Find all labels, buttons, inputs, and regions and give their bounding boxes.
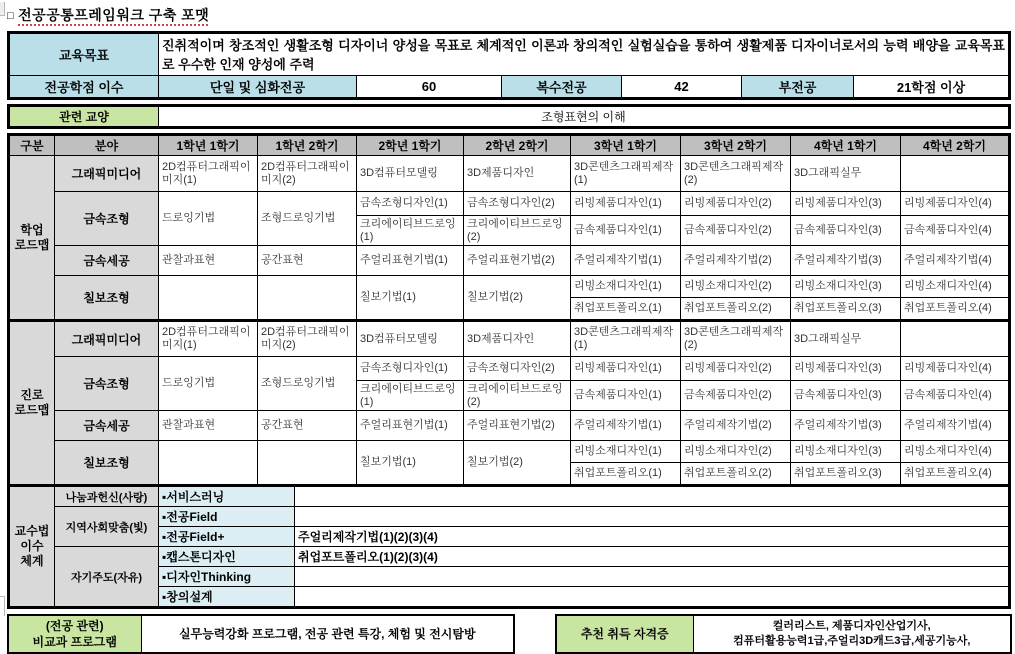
course-cell: 리빙제품디자인(4) (901, 357, 1010, 381)
header-bunya: 분야 (55, 135, 159, 156)
field-cell-metal-craft: 금속세공 (55, 246, 159, 276)
course-cell: 주얼리제작기법(4) (901, 246, 1010, 276)
course-cell: 주얼리제작기법(1) (571, 411, 681, 441)
course-cell: 2D컴퓨터그래픽이미지(2) (258, 321, 357, 357)
course-cell: 리빙제품디자인(3) (791, 357, 901, 381)
goal-text: 진취적이며 창조적인 생활조형 디자이너 양성을 목표로 체계적인 이론과 창의적인 실험실습을 통하여 생활제품 디자이너로서의 능력 배양을 교육목표로 우수한 인재 양성에 주력 (159, 33, 1010, 76)
course-cell: 금속조형디자인(1) (357, 357, 464, 381)
course-cell: 칠보기법(2) (464, 441, 571, 486)
document-page (7, 3, 1008, 654)
course-cell: 칠보기법(2) (464, 276, 571, 321)
course-cell: 리빙소재디자인(2) (681, 441, 791, 463)
course-cell: 2D컴퓨터그래픽이미지(1) (159, 321, 258, 357)
course-cell (258, 276, 357, 321)
course-cell: 리빙소재디자인(3) (791, 441, 901, 463)
page-edge-mark-top (0, 2, 5, 16)
section-label-academic: 학업 로드맵 (9, 156, 55, 321)
field-cell-enamel: 칠보조형 (55, 276, 159, 321)
course-cell: 금속제품디자인(1) (571, 216, 681, 246)
course-cell: 금속제품디자인(3) (791, 216, 901, 246)
course-cell: 리빙소재디자인(3) (791, 276, 901, 298)
pedagogy-group-community: 지역사회맞춤(빛) (55, 507, 159, 547)
course-cell (258, 441, 357, 486)
course-cell: 칠보기법(1) (357, 441, 464, 486)
course-cell: 취업포트폴리오(1) (571, 298, 681, 321)
header-sem-4-1: 4학년 1학기 (791, 135, 901, 156)
course-cell: 리빙소재디자인(2) (681, 276, 791, 298)
roadmap-table (7, 133, 1011, 609)
course-cell: 3D콘텐츠그래픽제작(2) (681, 321, 791, 357)
course-cell: 2D컴퓨터그래픽이미지(1) (159, 156, 258, 192)
course-cell: 3D콘텐츠그래픽제작(1) (571, 321, 681, 357)
credits-minor-label: 부전공 (742, 76, 854, 99)
header-sem-2-2: 2학년 2학기 (464, 135, 571, 156)
certificates-label: 추천 취득 자격증 (556, 615, 693, 653)
pedagogy-group-sharing: 나눔과헌신(사랑) (55, 486, 159, 507)
credits-label: 전공학점 이수 (9, 76, 159, 99)
square-bullet-icon: □ (7, 10, 15, 22)
course-cell: 취업포트폴리오(1) (571, 463, 681, 486)
course-cell: 관찰과표현 (159, 246, 258, 276)
page-edge-mark-bottom (0, 596, 5, 616)
extracurricular-value: 실무능력강화 프로그램, 전공 관련 특강, 체험 및 전시탐방 (141, 615, 514, 653)
course-cell: 칠보기법(1) (357, 276, 464, 321)
credits-minor-value: 21학점 이상 (854, 76, 1010, 99)
credits-single-label: 단일 및 심화전공 (159, 76, 357, 99)
course-cell: 리빙제품디자인(2) (681, 357, 791, 381)
course-cell: 주얼리제작기법(3) (791, 411, 901, 441)
section-label-pedagogy: 교수법 이수 체계 (9, 486, 55, 608)
course-cell: 금속조형디자인(2) (464, 192, 571, 216)
course-cell: 크리에이티브드로잉(1) (357, 381, 464, 411)
field-cell-metal-art: 금속조형 (55, 357, 159, 411)
course-cell: 리빙소재디자인(1) (571, 276, 681, 298)
extracurricular-label (8, 615, 141, 653)
course-cell: 3D제품디자인 (464, 321, 571, 357)
course-cell: 3D컴퓨터모델링 (357, 321, 464, 357)
field-cell-graphic: 그래픽미디어 (55, 321, 159, 357)
course-cell: 금속제품디자인(4) (901, 216, 1010, 246)
page-title-text: 전공공통프레임워크 구축 포맷 (18, 7, 210, 23)
goal-label: 교육목표 (9, 33, 159, 76)
pedagogy-item: ▪디자인Thinking (159, 567, 295, 587)
course-cell: 취업포트폴리오(4) (901, 463, 1010, 486)
field-cell-graphic: 그래픽미디어 (55, 156, 159, 192)
course-cell: 공간표현 (258, 246, 357, 276)
course-cell (159, 276, 258, 321)
goal-credits-table (7, 31, 1011, 100)
course-cell: 크리에이티브드로잉(2) (464, 381, 571, 411)
header-sem-1-2: 1학년 2학기 (258, 135, 357, 156)
pedagogy-value (295, 567, 1010, 587)
page-title (7, 5, 1008, 25)
course-cell: 금속제품디자인(4) (901, 381, 1010, 411)
credits-single-value: 60 (357, 76, 502, 99)
course-cell: 주얼리제작기법(2) (681, 246, 791, 276)
pedagogy-value (295, 587, 1010, 608)
course-cell: 3D그래픽실무 (791, 321, 901, 357)
course-cell: 금속제품디자인(2) (681, 216, 791, 246)
extracurricular-label-line2: 비교과 프로그램 (32, 635, 117, 649)
header-sem-3-1: 3학년 1학기 (571, 135, 681, 156)
course-cell: 취업포트폴리오(4) (901, 298, 1010, 321)
course-cell: 크리에이티브드로잉(1) (357, 216, 464, 246)
course-cell: 3D제품디자인 (464, 156, 571, 192)
course-cell: 드로잉기법 (159, 357, 258, 411)
pedagogy-value: 주얼리제작기법(1)(2)(3)(4) (295, 527, 1010, 547)
course-cell: 조형드로잉기법 (258, 192, 357, 246)
extracurricular-label-line1: (전공 관련) (45, 619, 104, 633)
course-cell: 관찰과표현 (159, 411, 258, 441)
field-cell-metal-craft: 금속세공 (55, 411, 159, 441)
pedagogy-value (295, 507, 1010, 527)
course-cell: 주얼리표현기법(2) (464, 246, 571, 276)
certificates-value-line2: 컴퓨터활용능력1급,주얼리3D캐드3급,세공기능사, (733, 635, 971, 647)
header-sem-4-2: 4학년 2학기 (901, 135, 1010, 156)
course-cell: 리빙제품디자인(3) (791, 192, 901, 216)
header-sem-3-2: 3학년 2학기 (681, 135, 791, 156)
pedagogy-value: 취업포트폴리오(1)(2)(3)(4) (295, 547, 1010, 567)
course-cell: 금속제품디자인(1) (571, 381, 681, 411)
header-sem-1-1: 1학년 1학기 (159, 135, 258, 156)
liberal-label: 관련 교양 (9, 106, 159, 128)
liberal-value: 조형표현의 이해 (159, 106, 1010, 128)
extracurricular-table (7, 614, 515, 654)
course-cell: 리빙제품디자인(1) (571, 357, 681, 381)
course-cell: 취업포트폴리오(2) (681, 463, 791, 486)
course-cell: 공간표현 (258, 411, 357, 441)
credits-double-label: 복수전공 (502, 76, 622, 99)
pedagogy-group-selfdirected: 자기주도(자유) (55, 547, 159, 608)
course-cell: 리빙소재디자인(4) (901, 441, 1010, 463)
course-cell: 취업포트폴리오(2) (681, 298, 791, 321)
course-cell: 3D그래픽실무 (791, 156, 901, 192)
course-cell: 리빙제품디자인(1) (571, 192, 681, 216)
pedagogy-item: ▪캡스톤디자인 (159, 547, 295, 567)
course-cell: 금속조형디자인(1) (357, 192, 464, 216)
course-cell: 리빙소재디자인(1) (571, 441, 681, 463)
course-cell: 드로잉기법 (159, 192, 258, 246)
course-cell: 리빙제품디자인(2) (681, 192, 791, 216)
course-cell: 금속제품디자인(3) (791, 381, 901, 411)
header-sem-2-1: 2학년 1학기 (357, 135, 464, 156)
pedagogy-item: ▪전공Field (159, 507, 295, 527)
course-cell: 조형드로잉기법 (258, 357, 357, 411)
pedagogy-item: ▪서비스러닝 (159, 486, 295, 507)
course-cell: 주얼리제작기법(4) (901, 411, 1010, 441)
course-cell: 주얼리표현기법(1) (357, 411, 464, 441)
course-cell: 취업포트폴리오(3) (791, 298, 901, 321)
course-cell: 주얼리제작기법(3) (791, 246, 901, 276)
bottom-section (7, 614, 1008, 654)
course-cell (901, 156, 1010, 192)
grid-header-row (9, 135, 1010, 156)
credits-double-value: 42 (622, 76, 742, 99)
course-cell: 주얼리제작기법(2) (681, 411, 791, 441)
pedagogy-item: ▪창의설계 (159, 587, 295, 608)
field-cell-enamel: 칠보조형 (55, 441, 159, 486)
certificates-table (555, 614, 1012, 654)
certificates-value (693, 615, 1011, 653)
course-cell: 주얼리제작기법(1) (571, 246, 681, 276)
course-cell: 주얼리표현기법(2) (464, 411, 571, 441)
course-cell (159, 441, 258, 486)
course-cell: 3D컴퓨터모델링 (357, 156, 464, 192)
course-cell: 취업포트폴리오(3) (791, 463, 901, 486)
course-cell: 주얼리표현기법(1) (357, 246, 464, 276)
course-cell (901, 321, 1010, 357)
pedagogy-value (295, 486, 1010, 507)
pedagogy-item: ▪전공Field+ (159, 527, 295, 547)
course-cell: 3D콘텐츠그래픽제작(2) (681, 156, 791, 192)
course-cell: 3D콘텐츠그래픽제작(1) (571, 156, 681, 192)
course-cell: 리빙제품디자인(4) (901, 192, 1010, 216)
course-cell: 금속제품디자인(2) (681, 381, 791, 411)
course-cell: 2D컴퓨터그래픽이미지(2) (258, 156, 357, 192)
course-cell: 크리에이티브드로잉(2) (464, 216, 571, 246)
section-label-career: 진로 로드맵 (9, 321, 55, 486)
course-cell: 리빙소재디자인(4) (901, 276, 1010, 298)
certificates-value-line1: 컬러리스트, 제품디자인산업기사, (772, 620, 931, 632)
header-gubun: 구분 (9, 135, 55, 156)
course-cell: 금속조형디자인(2) (464, 357, 571, 381)
liberal-arts-table (7, 104, 1011, 129)
field-cell-metal-art: 금속조형 (55, 192, 159, 246)
